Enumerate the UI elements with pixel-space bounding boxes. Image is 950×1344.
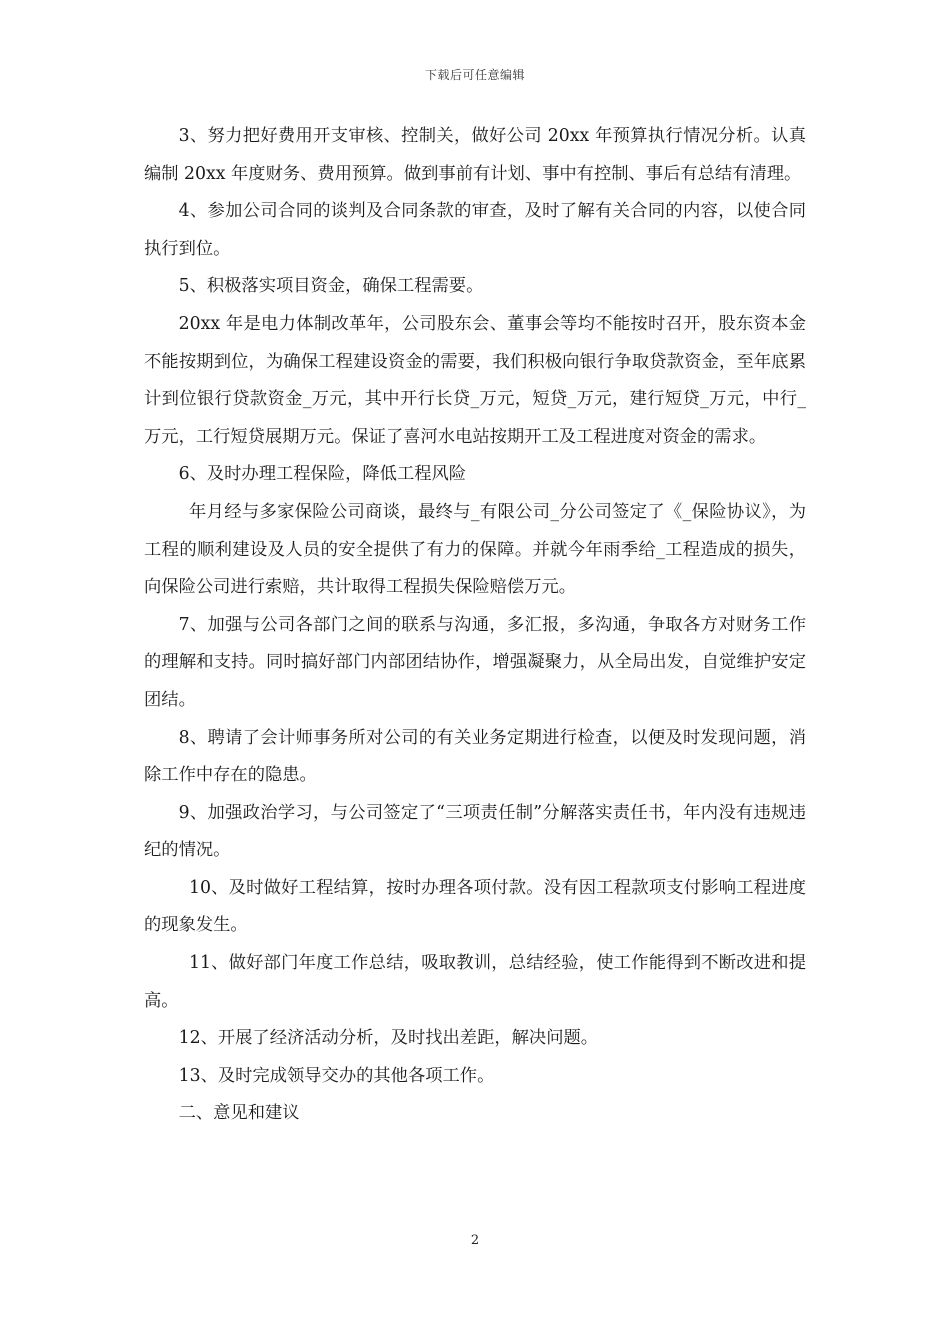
paragraph-item-6: 6、及时办理工程保险，降低工程风险 (178, 464, 467, 485)
paragraph-insurance-detail: 年月经与多家保险公司商谈，最终与_有限公司_分公司签定了《_保险协议》，为工程的顺利建设及人员的安全提供了有力的保障。并就今年雨季给_工程造成的损失，向保险公司进行索赔，共计取得工程损失保险赔偿万元。 (144, 501, 806, 598)
paragraph-item-10: 10、及时做好工程结算，按时办理各项付款。没有因工程款项支付影响工程进度的现象发生。 (144, 877, 806, 936)
paragraph-item-9: 9、加强政治学习，与公司签定了“三项责任制”分解落实责任书，年内没有违规违纪的情况。 (144, 802, 806, 861)
document-body (144, 118, 806, 1133)
paragraph-item-3: 3、努力把好费用开支审核、控制关，做好公司 20xx 年预算执行情况分析。认真编制 20xx 年度财务、费用预算。做到事前有计划、事中有控制、事后有总结有清理。 (144, 126, 806, 184)
page-header: 下载后可任意编辑 (424, 68, 525, 82)
paragraph-funding-detail: 20xx 年是电力体制改革年，公司股东会、董事会等均不能按时召开，股东资本金不能按期到位，为确保工程建设资金的需要，我们积极向银行争取贷款资金，至年底累计到位银行贷款资金_万元，其中开行长贷_万元，短贷_万元，建行短贷_万元，中行_万元，工行短贷展期万元。保证了喜河水电站按期开工及工程进度对资金的需求。 (144, 313, 806, 447)
paragraph-item-7: 7、加强与公司各部门之间的联系与沟通，多汇报，多沟通，争取各方对财务工作的理解和支持。同时搞好部门内部团结协作，增强凝聚力，从全局出发，自觉维护安定团结。 (144, 614, 806, 710)
paragraph-item-12: 12、开展了经济活动分析，及时找出差距，解决问题。 (178, 1028, 599, 1049)
section-heading-suggestions: 二、意见和建议 (178, 1103, 300, 1124)
paragraph-item-13: 13、及时完成领导交办的其他各项工作。 (178, 1065, 495, 1086)
page-number: 2 (470, 1233, 480, 1248)
paragraph-item-8: 8、聘请了会计师事务所对公司的有关业务定期进行检查，以便及时发现问题，消除工作中存在的隐患。 (144, 727, 806, 786)
paragraph-item-11: 11、做好部门年度工作总结，吸取教训，总结经验，使工作能得到不断改进和提高。 (144, 953, 806, 1011)
paragraph-item-5: 5、积极落实项目资金，确保工程需要。 (178, 276, 484, 297)
paragraph-item-4: 4、参加公司合同的谈判及合同条款的审查，及时了解有关合同的内容，以使合同执行到位。 (144, 201, 806, 259)
